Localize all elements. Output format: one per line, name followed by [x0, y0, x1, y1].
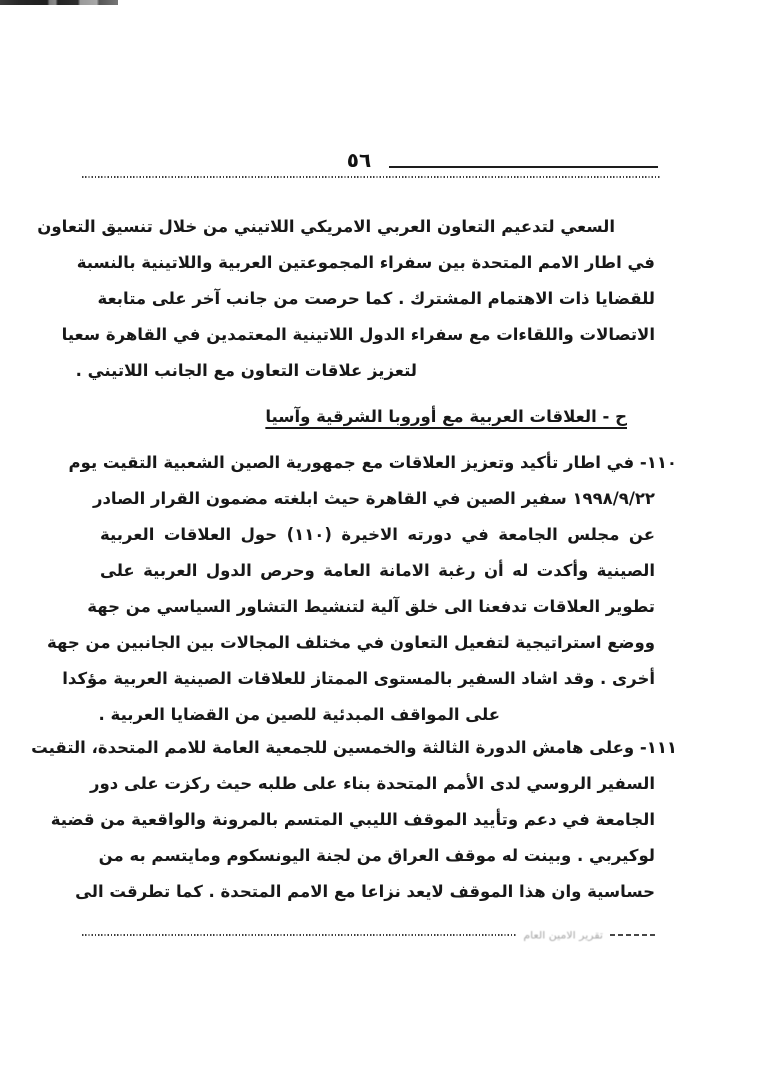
text-line: لتعزيز علاقات التعاون مع الجانب اللاتيني . — [75, 361, 417, 380]
list-item-111 — [31, 730, 677, 910]
text-line: على المواقف المبدئية للصين من القضايا العربية . — [98, 705, 500, 724]
text-line: الاتصالات واللقاءات مع سفراء الدول اللاتينية المعتمدين في القاهرة سعيا — [61, 325, 655, 344]
section-heading-label: ح - العلاقات العربية مع أوروبا الشرقية وآسيا — [265, 407, 627, 426]
text-line: ١١١- وعلى هامش الدورة الثالثة والخمسين للجمعية العامة للامم المتحدة، التقيت — [31, 738, 677, 757]
scan-artifact — [0, 0, 118, 5]
text-line: السفير الروسي لدى الأمم المتحدة بناء على طلبه حيث ركزت على دور — [90, 774, 655, 793]
text-line: ١٩٩٨/٩/٢٢ سفير الصين في القاهرة حيث ابلغته مضمون القرار الصادر — [92, 489, 655, 508]
text-line: أخرى . وقد اشاد السفير بالمستوى الممتاز للعلاقات الصينية العربية مؤكدا — [62, 669, 655, 688]
footer-stamp: تقرير الامين العام — [523, 929, 603, 941]
page-body — [31, 209, 677, 910]
header-dotted-rule — [82, 176, 660, 178]
footer-dash-rule — [610, 934, 655, 936]
text-line: في اطار الامم المتحدة بين سفراء المجموعتين العربية واللاتينية بالنسبة — [76, 253, 655, 272]
text-line: السعي لتدعيم التعاون العربي الامريكي اللاتيني من خلال تنسيق التعاون — [37, 217, 615, 236]
text-line: للقضايا ذات الاهتمام المشترك . كما حرصت من جانب آخر على متابعة — [97, 289, 655, 308]
section-heading — [100, 399, 655, 435]
text-line: حساسية وان هذا الموقف لايعد نزاعا مع الامم المتحدة . كما تطرقت الى — [75, 882, 655, 901]
footer-dotted-rule — [82, 934, 516, 936]
list-item-110 — [47, 445, 677, 733]
text-line: ١١٠- في اطار تأكيد وتعزيز العلاقات مع جمهورية الصين الشعبية التقيت يوم — [68, 453, 677, 472]
page-number: ٥٦ — [346, 148, 372, 172]
header-rule — [389, 166, 658, 168]
text-line: الجامعة في دعم وتأييد الموقف الليبي المتسم بالمرونة والواقعية من قضية — [50, 810, 655, 829]
text-line: عن مجلس الجامعة في دورته الاخيرة (١١٠) حول العلاقات العربية — [100, 525, 656, 544]
text-line: لوكيربي . وبينت له موقف العراق من لجنة اليونسكوم ومايتسم به من — [98, 846, 655, 865]
page-footer — [82, 927, 655, 943]
text-line: تطوير العلاقات تدفعنا الى خلق آلية لتنشيط التشاور السياسي من جهة — [87, 597, 655, 616]
text-line: الصينية وأكدت له أن رغبة الامانة العامة وحرص الدول العربية على — [100, 561, 655, 580]
text-line: ووضع استراتيجية لتفعيل التعاون في مختلف المجالات بين الجانبين من جهة — [47, 633, 655, 652]
intro-paragraph — [37, 209, 655, 389]
